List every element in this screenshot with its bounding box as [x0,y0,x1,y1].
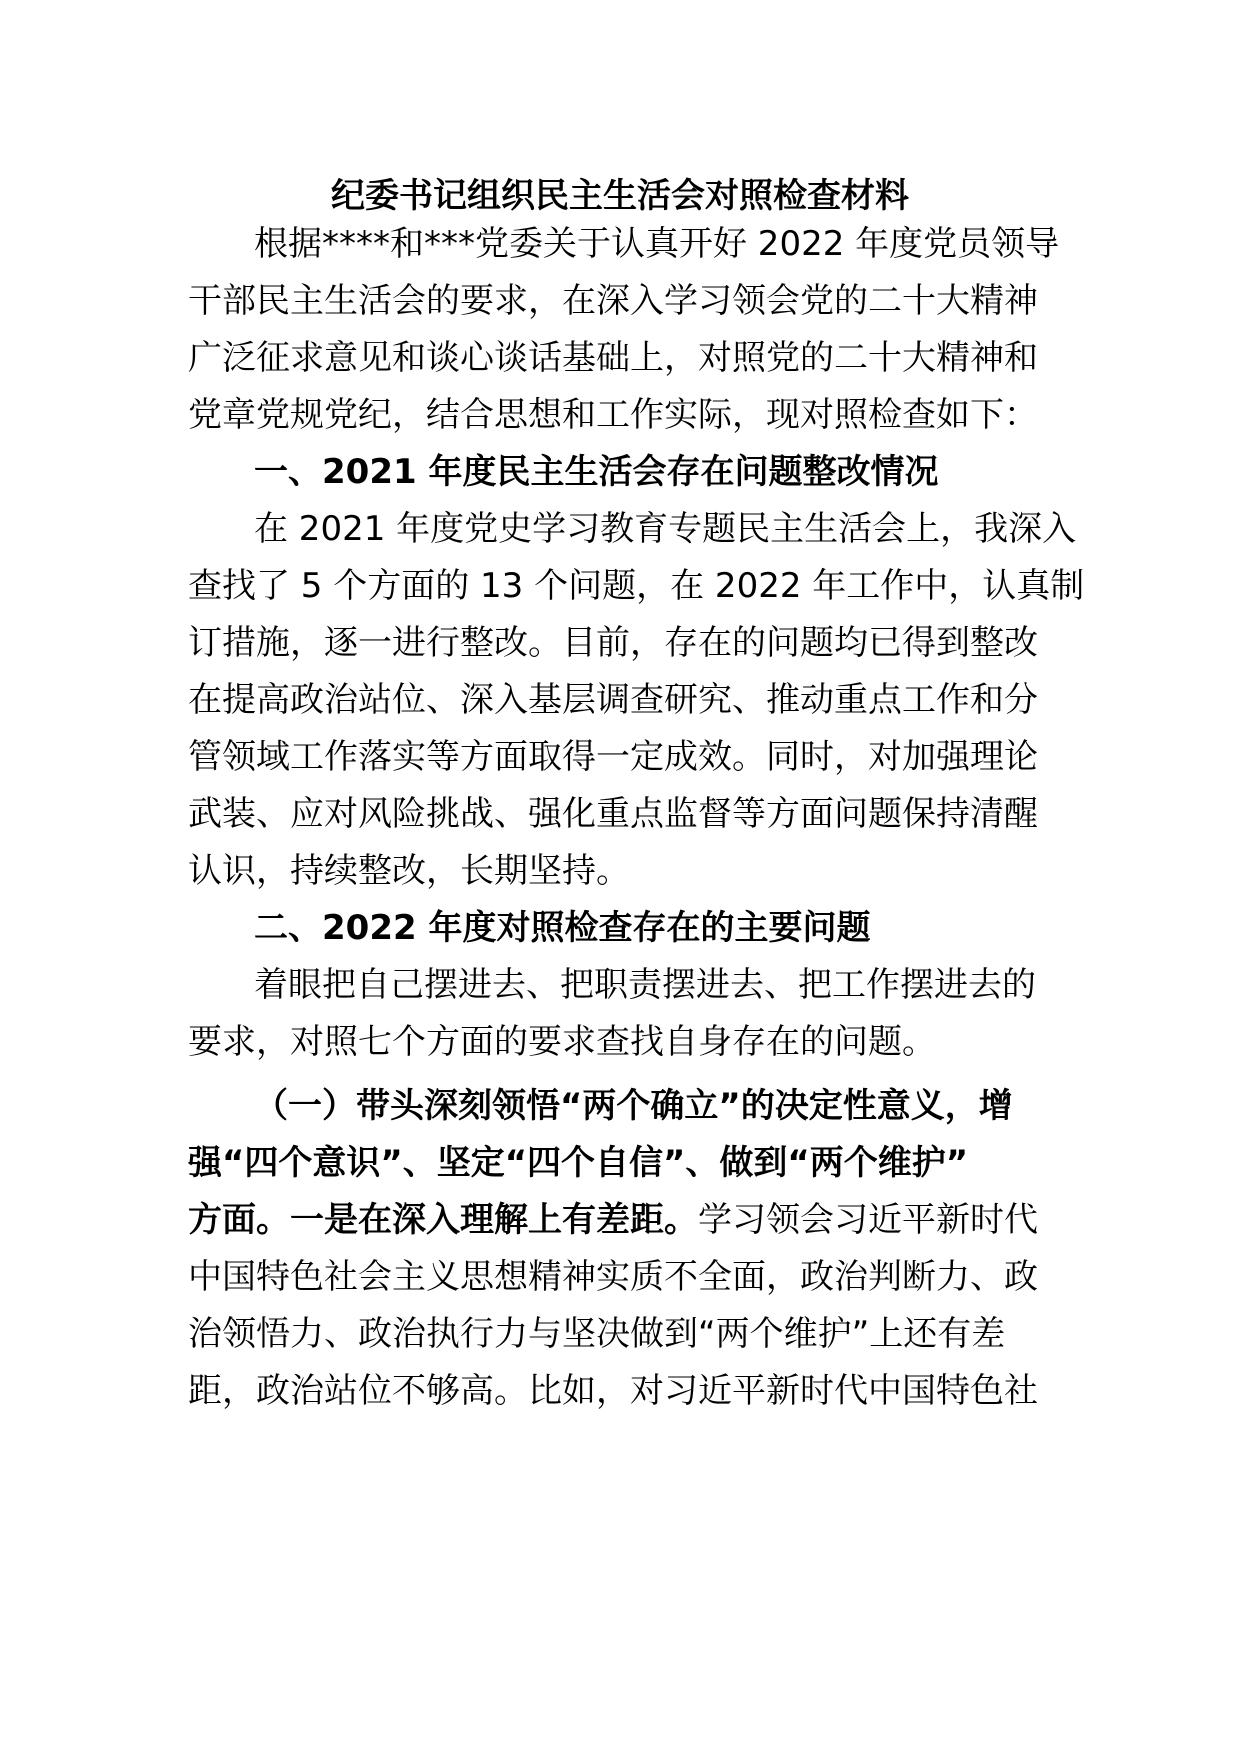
sub1-bold-lead: 方面。一是在深入理解上有差距。 [188,1200,698,1240]
document-title: 纪委书记组织民主生活会对照检查材料 [331,176,909,216]
section1-line-2: 查找了 5 个方面的 13 个问题，在 2022 年工作中，认真制 [188,566,1085,606]
section2-line-2: 要求，对照七个方面的要求查找自身存在的问题。 [188,1022,936,1062]
subheading-1-line-2: 强“四个意识”、坚定“四个自信”、做到“两个维护” [188,1143,969,1183]
section1-line-4: 在提高政治站位、深入基层调查研究、推动重点工作和分 [188,680,1038,720]
sub1-body-start: 学习领会习近平新时代 [698,1200,1038,1240]
section1-line-3: 订措施，逐一进行整改。目前，存在的问题均已得到整改 [188,623,1038,663]
section-heading-2: 二、2022 年度对照检查存在的主要问题 [254,908,871,948]
section1-line-7: 认识，持续整改，长期坚持。 [188,851,630,891]
subheading-1-line-1: （一）带头深刻领悟“两个确立”的决定性意义，增 [254,1086,1013,1126]
intro-line-2: 干部民主生活会的要求，在深入学习领会党的二十大精神 [188,281,1038,321]
section3-line-1: 中国特色社会主义思想精神实质不全面，政治判断力、政 [188,1257,1038,1297]
intro-line-1: 根据****和***党委关于认真开好 2022 年度党员领导 [254,224,1060,264]
section2-line-1: 着眼把自己摆进去、把职责摆进去、把工作摆进去的 [254,965,1036,1005]
section1-line-6: 武装、应对风险挑战、强化重点监督等方面问题保持清醒 [188,794,1038,834]
section3-line-3: 距，政治站位不够高。比如，对习近平新时代中国特色社 [188,1371,1038,1411]
subheading-1-line-3 [188,1196,1056,1244]
intro-line-4: 党章党规党纪，结合思想和工作实际，现对照检查如下： [188,395,1038,435]
intro-line-3: 广泛征求意见和谈心谈话基础上，对照党的二十大精神和 [188,338,1038,378]
section1-line-1: 在 2021 年度党史学习教育专题民主生活会上，我深入 [254,509,1077,549]
section-heading-1: 一、2021 年度民主生活会存在问题整改情况 [254,452,939,492]
section1-line-5: 管领域工作落实等方面取得一定成效。同时，对加强理论 [188,737,1038,777]
section3-line-2: 治领悟力、政治执行力与坚决做到“两个维护”上还有差 [188,1314,1006,1354]
